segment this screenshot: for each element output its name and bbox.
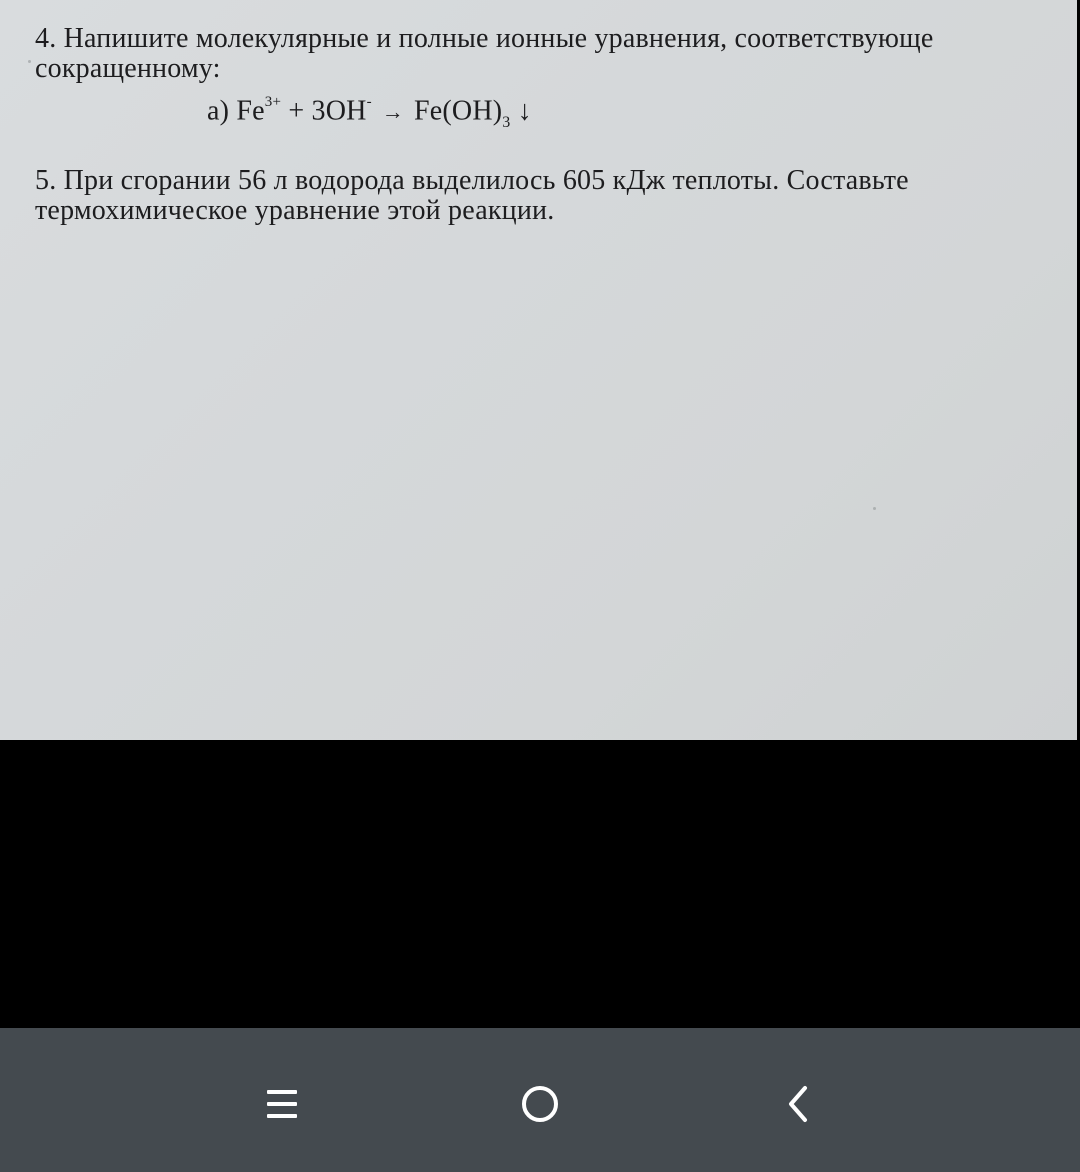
equation-reactant-oh: + 3OH	[281, 95, 367, 127]
reaction-arrow-icon: →	[381, 99, 404, 125]
system-navigation-bar	[0, 1028, 1080, 1172]
back-button[interactable]	[768, 1074, 828, 1134]
oh-charge: -	[366, 94, 372, 110]
equation-reactant-fe: а) Fe	[207, 95, 265, 127]
chevron-left-icon	[783, 1084, 813, 1124]
paper-speck	[28, 60, 31, 63]
circle-icon	[522, 1086, 558, 1122]
fe-charge: 3+	[264, 94, 282, 110]
question-5-text: 5. При сгорании 56 л водорода выделилось 605 кДж теплоты. Составьте термохимическое уравнение этой реакции.	[35, 165, 909, 226]
menu-lines-icon	[267, 1090, 297, 1118]
product-subscript: 3	[502, 113, 511, 131]
ionic-equation	[207, 90, 532, 137]
precipitate-arrow-icon: ↓	[510, 95, 532, 127]
paper-speck	[873, 507, 876, 510]
home-button[interactable]	[510, 1074, 570, 1134]
question-4-text: 4. Напишите молекулярные и полные ионные уравнения, соответствующе сокращенному:	[35, 23, 934, 84]
equation-product: Fe(OH)	[413, 95, 503, 127]
recent-apps-button[interactable]	[252, 1074, 312, 1134]
empty-black-area	[0, 740, 1080, 1028]
